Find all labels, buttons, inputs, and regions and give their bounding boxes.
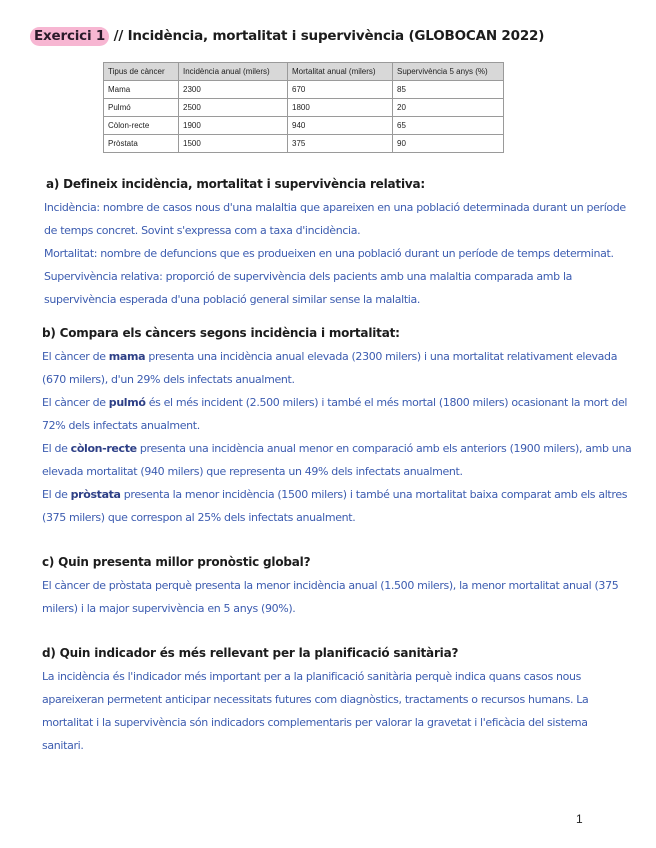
question-a: a) Defineix incidència, mortalitat i supervivència relativa:: [46, 177, 425, 191]
table-cell: 65: [393, 117, 504, 135]
keyword-mama: mama: [108, 350, 146, 363]
table-cell: 375: [288, 135, 393, 153]
exercise-title: [30, 28, 544, 44]
answer-c: El càncer de pròstata perquè presenta la menor incidència anual (1.500 milers), la menor mortalitat anual (375 milers) i la major supervivència en 5 anys (90%).: [42, 579, 619, 615]
answer-b-prostata: El de pròstata presenta la menor incidència (1500 milers) i també una mortalitat baixa comparat amb els altres (375 milers) que correspon al 25% dels infectats anualment.: [42, 488, 628, 524]
table-cell: Mama: [104, 81, 179, 99]
answer-b-pulmo: El càncer de pulmó és el més incident (2.500 milers) i també el més mortal (1800 milers) ocasionant la mort del 72% dels infectats anualment.: [42, 396, 628, 432]
table-row: [104, 99, 504, 117]
table-cell: 940: [288, 117, 393, 135]
keyword-prostata: pròstata: [70, 488, 121, 501]
table-header-row: [104, 63, 504, 81]
answer-a: [44, 196, 634, 311]
question-b: b) Compara els càncers segons incidència i mortalitat:: [42, 326, 400, 340]
exercise-label-highlight: Exercici 1: [30, 27, 109, 46]
answer-b-mama: El càncer de mama presenta una incidència anual elevada (2300 milers) i una mortalitat relativament elevada (670 milers), d'un 29% dels infectats anualment.: [42, 350, 618, 386]
page-number: 1: [576, 812, 583, 826]
keyword-pulmo: pulmó: [108, 396, 146, 409]
table-cell: 2500: [179, 99, 288, 117]
table-cell: 670: [288, 81, 393, 99]
table-header-cell: Mortalitat anual (milers): [288, 63, 393, 81]
answer-b-colon: El de còlon-recte presenta una incidència anual menor en comparació amb els anteriors (1900 milers), amb una elevada mortalitat (940 milers) que representa un 49% dels infectats anualment.: [42, 442, 632, 478]
table-cell: 1800: [288, 99, 393, 117]
table-row: [104, 81, 504, 99]
answer-a-incidencia: Incidència: nombre de casos nous d'una malaltia que apareixen en una població determinada durant un període de temps concret. Sovint s'expressa com a taxa d'incidència.: [44, 201, 626, 237]
cancer-data-table: [103, 62, 504, 153]
answer-d: La incidència és l'indicador més important per a la planificació sanitària perquè indica quans casos nous apareixeran permetent anticipar necessitats futures com diagnòstics, tractaments o recursos humans. La mortalitat i la supervivència són indicadors complementaris per valorar la gravetat i l'eficàcia del sistema sanitari.: [42, 670, 589, 752]
answer-a-supervivencia: Supervivència relativa: proporció de supervivència dels pacients amb una malaltia comparada amb la supervivència esperada d'una població general similar sense la malaltia.: [44, 270, 573, 306]
table-cell: Còlon-recte: [104, 117, 179, 135]
answer-a-mortalitat: Mortalitat: nombre de defuncions que es produeixen en una població durant un període de temps determinat.: [44, 247, 614, 260]
title-slashes: //: [109, 28, 128, 44]
keyword-colon-recte: còlon-recte: [70, 442, 137, 455]
table-header-cell: Incidència anual (milers): [179, 63, 288, 81]
table-cell: Pulmó: [104, 99, 179, 117]
table-cell: Pròstata: [104, 135, 179, 153]
table-row: [104, 117, 504, 135]
table-cell: 1900: [179, 117, 288, 135]
table-header-cell: Supervivència 5 anys (%): [393, 63, 504, 81]
answer-b: [42, 345, 638, 529]
table-row: [104, 135, 504, 153]
table-cell: 2300: [179, 81, 288, 99]
table-cell: 20: [393, 99, 504, 117]
table-cell: 1500: [179, 135, 288, 153]
question-d: d) Quin indicador és més rellevant per la planificació sanitària?: [42, 646, 459, 660]
question-c: c) Quin presenta millor pronòstic global?: [42, 555, 311, 569]
table-cell: 90: [393, 135, 504, 153]
table-cell: 85: [393, 81, 504, 99]
title-text: Incidència, mortalitat i supervivència (GLOBOCAN 2022): [127, 28, 545, 44]
table-header-cell: Tipus de càncer: [104, 63, 179, 81]
